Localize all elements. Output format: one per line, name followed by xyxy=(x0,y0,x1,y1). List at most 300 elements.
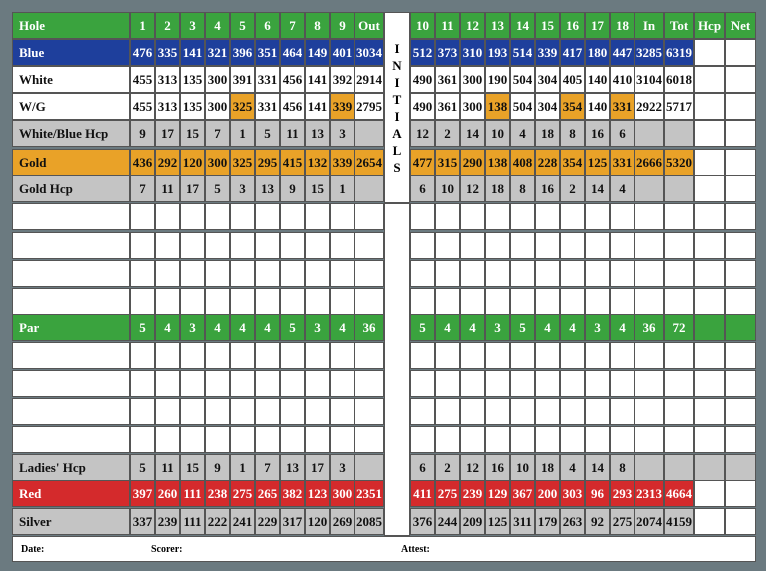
par-row-back-14: 5 xyxy=(510,314,535,341)
blank-row-6-hcp xyxy=(694,370,725,397)
blank-row-7-front-8 xyxy=(305,398,330,425)
blank-row-4-back-10 xyxy=(410,288,435,315)
blank-row-7-back-17 xyxy=(585,398,610,425)
blank-row-2-front-8 xyxy=(305,232,330,259)
header-hole-front-2: 2 xyxy=(155,12,180,39)
ladies-hcp-row-hcp xyxy=(694,454,725,481)
ladies-hcp-row-front-7: 13 xyxy=(280,454,305,481)
blank-row-1-back-18 xyxy=(610,203,635,230)
blank-row-5-back-17 xyxy=(585,342,610,369)
blank-row-3-back-14 xyxy=(510,260,535,287)
silver-row-front-6: 229 xyxy=(255,508,280,535)
blank-row-3-back-15 xyxy=(535,260,560,287)
silver-row-back-17: 92 xyxy=(585,508,610,535)
red-row-front-6: 265 xyxy=(255,480,280,507)
row-blue-net xyxy=(725,39,756,66)
blank-row-5-in xyxy=(634,342,664,369)
blank-row-1-front-6 xyxy=(255,203,280,230)
footer-date: Date: xyxy=(21,543,45,555)
row-blue-back-15: 339 xyxy=(535,39,560,66)
ladies-hcp-row-back-10: 6 xyxy=(410,454,435,481)
row-blue-back-14: 514 xyxy=(510,39,535,66)
silver-row-front-5: 241 xyxy=(230,508,255,535)
blank-row-2-back-11 xyxy=(435,232,460,259)
blank-row-5-front-1 xyxy=(130,342,155,369)
initials-column xyxy=(384,12,410,203)
row-wbhcp-back-13: 10 xyxy=(485,120,510,147)
row-wbhcp-back-11: 2 xyxy=(435,120,460,147)
header-hole-back-18: 18 xyxy=(610,12,635,39)
blank-row-3-front-7 xyxy=(280,260,305,287)
row-gold-in: 2666 xyxy=(634,149,664,176)
blank-row-8-front-9 xyxy=(330,426,355,453)
ladies-hcp-row-front-9: 3 xyxy=(330,454,355,481)
row-wbhcp-label: White/Blue Hcp xyxy=(12,120,130,147)
ladies-hcp-row-out xyxy=(354,454,384,481)
blank-row-7-front-1 xyxy=(130,398,155,425)
blank-row-1-front-4 xyxy=(205,203,230,230)
blank-row-2-front-2 xyxy=(155,232,180,259)
row-gold-net xyxy=(725,149,756,176)
ladies-hcp-row-net xyxy=(725,454,756,481)
blank-row-8-back-11 xyxy=(435,426,460,453)
blank-row-7-back-14 xyxy=(510,398,535,425)
blank-row-7-front-6 xyxy=(255,398,280,425)
row-wbhcp-net xyxy=(725,120,756,147)
row-wg-front-7: 456 xyxy=(280,93,305,120)
blank-row-6-back-16 xyxy=(560,370,585,397)
row-wbhcp-back-14: 4 xyxy=(510,120,535,147)
blank-row-3-out xyxy=(354,260,384,287)
footer-scorer: Scorer: xyxy=(151,543,183,555)
row-wg-back-11: 361 xyxy=(435,93,460,120)
par-row-front-2: 4 xyxy=(155,314,180,341)
row-goldhcp-out xyxy=(354,175,384,202)
row-goldhcp-front-1: 7 xyxy=(130,175,155,202)
blank-row-4-front-1 xyxy=(130,288,155,315)
red-row-hcp xyxy=(694,480,725,507)
initials-letter: I xyxy=(394,74,400,90)
silver-row-tot: 4159 xyxy=(664,508,694,535)
par-row-back-13: 3 xyxy=(485,314,510,341)
row-gold-front-4: 300 xyxy=(205,149,230,176)
row-goldhcp-front-7: 9 xyxy=(280,175,305,202)
silver-row-label: Silver xyxy=(12,508,130,535)
row-white-label: White xyxy=(12,66,130,93)
row-blue-out: 3034 xyxy=(354,39,384,66)
row-wg-back-13: 138 xyxy=(485,93,510,120)
blank-row-8-back-12 xyxy=(460,426,485,453)
blank-row-3-back-12 xyxy=(460,260,485,287)
blank-row-6-net xyxy=(725,370,756,397)
blank-row-3-back-17 xyxy=(585,260,610,287)
row-white-back-16: 405 xyxy=(560,66,585,93)
blank-row-8-back-10 xyxy=(410,426,435,453)
row-white-back-15: 304 xyxy=(535,66,560,93)
row-goldhcp-in xyxy=(634,175,664,202)
blank-row-1-back-14 xyxy=(510,203,535,230)
initials-blank xyxy=(384,203,410,536)
par-row-out: 36 xyxy=(354,314,384,341)
blank-row-4-front-6 xyxy=(255,288,280,315)
row-wg-net xyxy=(725,93,756,120)
blank-row-2-front-6 xyxy=(255,232,280,259)
blank-row-4-back-16 xyxy=(560,288,585,315)
blank-row-4-back-11 xyxy=(435,288,460,315)
blank-row-5-back-15 xyxy=(535,342,560,369)
row-goldhcp-hcp xyxy=(694,175,725,202)
silver-row-front-1: 337 xyxy=(130,508,155,535)
par-row-front-8: 3 xyxy=(305,314,330,341)
ladies-hcp-row-front-8: 17 xyxy=(305,454,330,481)
row-goldhcp-back-10: 6 xyxy=(410,175,435,202)
row-blue-front-6: 351 xyxy=(255,39,280,66)
red-row-back-14: 367 xyxy=(510,480,535,507)
blank-row-1-in xyxy=(634,203,664,230)
blank-row-6-front-7 xyxy=(280,370,305,397)
blank-row-4-back-17 xyxy=(585,288,610,315)
blank-row-7-front-4 xyxy=(205,398,230,425)
row-wg-front-4: 300 xyxy=(205,93,230,120)
blank-row-2-in xyxy=(634,232,664,259)
header-hole-in: In xyxy=(634,12,664,39)
blank-row-7-front-5 xyxy=(230,398,255,425)
blank-row-8-back-17 xyxy=(585,426,610,453)
header-hole-front-5: 5 xyxy=(230,12,255,39)
blank-row-4-tot xyxy=(664,288,694,315)
blank-row-5-front-5 xyxy=(230,342,255,369)
blank-row-7-tot xyxy=(664,398,694,425)
header-hole-back-16: 16 xyxy=(560,12,585,39)
blank-row-7-front-7 xyxy=(280,398,305,425)
blank-row-8-front-4 xyxy=(205,426,230,453)
red-row-front-4: 238 xyxy=(205,480,230,507)
row-wg-front-9: 339 xyxy=(330,93,355,120)
blank-row-8-tot xyxy=(664,426,694,453)
row-wbhcp-front-9: 3 xyxy=(330,120,355,147)
blank-row-3-front-4 xyxy=(205,260,230,287)
row-wg-front-8: 141 xyxy=(305,93,330,120)
row-gold-back-14: 408 xyxy=(510,149,535,176)
blank-row-8-front-2 xyxy=(155,426,180,453)
blank-row-2-net xyxy=(725,232,756,259)
blank-row-6-label xyxy=(12,370,130,397)
par-row-back-12: 4 xyxy=(460,314,485,341)
blank-row-3-in xyxy=(634,260,664,287)
row-wbhcp-front-6: 5 xyxy=(255,120,280,147)
blank-row-1-front-7 xyxy=(280,203,305,230)
blank-row-3-tot xyxy=(664,260,694,287)
blank-row-2-back-14 xyxy=(510,232,535,259)
blank-row-6-back-12 xyxy=(460,370,485,397)
par-row-back-16: 4 xyxy=(560,314,585,341)
blank-row-5-tot xyxy=(664,342,694,369)
par-row-front-1: 5 xyxy=(130,314,155,341)
par-row-back-18: 4 xyxy=(610,314,635,341)
blank-row-7-front-3 xyxy=(180,398,205,425)
row-gold-front-9: 339 xyxy=(330,149,355,176)
row-white-back-17: 140 xyxy=(585,66,610,93)
red-row-back-12: 239 xyxy=(460,480,485,507)
row-gold-out: 2654 xyxy=(354,149,384,176)
row-wg-back-17: 140 xyxy=(585,93,610,120)
ladies-hcp-row-back-16: 4 xyxy=(560,454,585,481)
row-wg-tot: 5717 xyxy=(664,93,694,120)
header-hole-back-15: 15 xyxy=(535,12,560,39)
initials-letter: I xyxy=(394,40,400,56)
blank-row-7-label xyxy=(12,398,130,425)
row-goldhcp-net xyxy=(725,175,756,202)
blank-row-3-front-3 xyxy=(180,260,205,287)
header-hole-front-7: 7 xyxy=(280,12,305,39)
initials-letter: L xyxy=(392,142,402,158)
blank-row-1-front-2 xyxy=(155,203,180,230)
blank-row-4-label xyxy=(12,288,130,315)
blank-row-2-label xyxy=(12,232,130,259)
blank-row-7-front-2 xyxy=(155,398,180,425)
header-hole-out: Out xyxy=(354,12,384,39)
row-goldhcp-front-9: 1 xyxy=(330,175,355,202)
row-blue-front-9: 401 xyxy=(330,39,355,66)
row-goldhcp-back-11: 10 xyxy=(435,175,460,202)
row-goldhcp-front-4: 5 xyxy=(205,175,230,202)
blank-row-7-back-16 xyxy=(560,398,585,425)
header-hole-hcp: Hcp xyxy=(694,12,725,39)
blank-row-1-net xyxy=(725,203,756,230)
par-row-in: 36 xyxy=(634,314,664,341)
ladies-hcp-row-in xyxy=(634,454,664,481)
blank-row-1-front-9 xyxy=(330,203,355,230)
row-white-front-8: 141 xyxy=(305,66,330,93)
red-row-front-3: 111 xyxy=(180,480,205,507)
row-goldhcp-front-2: 11 xyxy=(155,175,180,202)
initials-letter: T xyxy=(392,91,402,107)
blank-row-3-label xyxy=(12,260,130,287)
header-hole-front-3: 3 xyxy=(180,12,205,39)
blank-row-2-back-18 xyxy=(610,232,635,259)
row-wg-label: W/G xyxy=(12,93,130,120)
row-goldhcp-back-16: 2 xyxy=(560,175,585,202)
red-row-front-5: 275 xyxy=(230,480,255,507)
blank-row-7-net xyxy=(725,398,756,425)
row-blue-in: 3285 xyxy=(634,39,664,66)
blank-row-3-back-11 xyxy=(435,260,460,287)
row-gold-label: Gold xyxy=(12,149,130,176)
silver-row-front-8: 120 xyxy=(305,508,330,535)
silver-row-front-2: 239 xyxy=(155,508,180,535)
ladies-hcp-row-back-17: 14 xyxy=(585,454,610,481)
row-wbhcp-back-10: 12 xyxy=(410,120,435,147)
ladies-hcp-row-back-11: 2 xyxy=(435,454,460,481)
blank-row-2-front-1 xyxy=(130,232,155,259)
blank-row-2-back-13 xyxy=(485,232,510,259)
blank-row-3-front-8 xyxy=(305,260,330,287)
blank-row-1-front-3 xyxy=(180,203,205,230)
row-wg-in: 2922 xyxy=(634,93,664,120)
row-wg-front-3: 135 xyxy=(180,93,205,120)
silver-row-hcp xyxy=(694,508,725,535)
row-blue-back-12: 310 xyxy=(460,39,485,66)
red-row-back-18: 293 xyxy=(610,480,635,507)
red-row-back-17: 96 xyxy=(585,480,610,507)
header-hole-front-8: 8 xyxy=(305,12,330,39)
blank-row-2-back-16 xyxy=(560,232,585,259)
blank-row-3-back-10 xyxy=(410,260,435,287)
blank-row-2-hcp xyxy=(694,232,725,259)
par-row-front-3: 3 xyxy=(180,314,205,341)
blank-row-6-front-8 xyxy=(305,370,330,397)
blank-row-7-back-13 xyxy=(485,398,510,425)
blank-row-7-in xyxy=(634,398,664,425)
blank-row-2-out xyxy=(354,232,384,259)
blank-row-2-front-4 xyxy=(205,232,230,259)
silver-row-front-7: 317 xyxy=(280,508,305,535)
row-blue-front-8: 149 xyxy=(305,39,330,66)
blank-row-4-front-9 xyxy=(330,288,355,315)
blank-row-8-hcp xyxy=(694,426,725,453)
blank-row-5-hcp xyxy=(694,342,725,369)
ladies-hcp-row-back-12: 12 xyxy=(460,454,485,481)
row-wg-back-15: 304 xyxy=(535,93,560,120)
blank-row-4-in xyxy=(634,288,664,315)
blank-row-2-front-7 xyxy=(280,232,305,259)
row-blue-back-17: 180 xyxy=(585,39,610,66)
row-goldhcp-back-12: 12 xyxy=(460,175,485,202)
blank-row-7-back-18 xyxy=(610,398,635,425)
par-row-front-6: 4 xyxy=(255,314,280,341)
ladies-hcp-row-back-13: 16 xyxy=(485,454,510,481)
blank-row-1-hcp xyxy=(694,203,725,230)
blank-row-1-front-8 xyxy=(305,203,330,230)
row-wg-front-5: 325 xyxy=(230,93,255,120)
blank-row-2-back-17 xyxy=(585,232,610,259)
row-gold-hcp xyxy=(694,149,725,176)
header-hole-back-13: 13 xyxy=(485,12,510,39)
red-row-back-11: 275 xyxy=(435,480,460,507)
blank-row-1-tot xyxy=(664,203,694,230)
ladies-hcp-row-label: Ladies' Hcp xyxy=(12,454,130,481)
blank-row-6-back-17 xyxy=(585,370,610,397)
blank-row-5-label xyxy=(12,342,130,369)
row-gold-back-15: 228 xyxy=(535,149,560,176)
ladies-hcp-row-front-3: 15 xyxy=(180,454,205,481)
row-blue-front-3: 141 xyxy=(180,39,205,66)
red-row-front-8: 123 xyxy=(305,480,330,507)
blank-row-4-back-18 xyxy=(610,288,635,315)
blank-row-5-back-18 xyxy=(610,342,635,369)
row-goldhcp-back-13: 18 xyxy=(485,175,510,202)
blank-row-8-back-13 xyxy=(485,426,510,453)
par-row-front-7: 5 xyxy=(280,314,305,341)
blank-row-3-front-2 xyxy=(155,260,180,287)
blank-row-4-front-7 xyxy=(280,288,305,315)
blank-row-3-front-1 xyxy=(130,260,155,287)
silver-row-net xyxy=(725,508,756,535)
blank-row-3-back-16 xyxy=(560,260,585,287)
par-row-hcp xyxy=(694,314,725,341)
blank-row-6-front-5 xyxy=(230,370,255,397)
blank-row-2-front-9 xyxy=(330,232,355,259)
par-row-front-4: 4 xyxy=(205,314,230,341)
row-gold-back-12: 290 xyxy=(460,149,485,176)
row-gold-back-10: 477 xyxy=(410,149,435,176)
row-goldhcp-front-5: 3 xyxy=(230,175,255,202)
blank-row-4-front-8 xyxy=(305,288,330,315)
blank-row-6-front-3 xyxy=(180,370,205,397)
blank-row-7-front-9 xyxy=(330,398,355,425)
blank-row-5-out xyxy=(354,342,384,369)
silver-row-back-10: 376 xyxy=(410,508,435,535)
row-blue-back-10: 512 xyxy=(410,39,435,66)
ladies-hcp-row-front-2: 11 xyxy=(155,454,180,481)
blank-row-8-back-16 xyxy=(560,426,585,453)
blank-row-8-net xyxy=(725,426,756,453)
blank-row-6-back-10 xyxy=(410,370,435,397)
par-row-back-17: 3 xyxy=(585,314,610,341)
row-blue-front-7: 464 xyxy=(280,39,305,66)
initials-letter: A xyxy=(392,125,402,141)
blank-row-5-front-9 xyxy=(330,342,355,369)
blank-row-4-front-2 xyxy=(155,288,180,315)
blank-row-1-back-17 xyxy=(585,203,610,230)
row-goldhcp-front-8: 15 xyxy=(305,175,330,202)
silver-row-front-9: 269 xyxy=(330,508,355,535)
row-wg-front-1: 455 xyxy=(130,93,155,120)
silver-row-back-15: 179 xyxy=(535,508,560,535)
blank-row-6-back-13 xyxy=(485,370,510,397)
blank-row-5-back-10 xyxy=(410,342,435,369)
blank-row-4-back-13 xyxy=(485,288,510,315)
blank-row-6-back-15 xyxy=(535,370,560,397)
header-hole-tot: Tot xyxy=(664,12,694,39)
row-wg-back-10: 490 xyxy=(410,93,435,120)
blank-row-6-back-14 xyxy=(510,370,535,397)
header-hole-front-1: 1 xyxy=(130,12,155,39)
blank-row-8-front-3 xyxy=(180,426,205,453)
row-gold-back-13: 138 xyxy=(485,149,510,176)
row-wg-back-12: 300 xyxy=(460,93,485,120)
row-white-back-12: 300 xyxy=(460,66,485,93)
silver-row-back-13: 125 xyxy=(485,508,510,535)
blank-row-8-label xyxy=(12,426,130,453)
red-row-back-13: 129 xyxy=(485,480,510,507)
blank-row-7-out xyxy=(354,398,384,425)
row-white-back-18: 410 xyxy=(610,66,635,93)
row-blue-front-1: 476 xyxy=(130,39,155,66)
header-hole-label: Hole xyxy=(12,12,130,39)
row-goldhcp-back-14: 8 xyxy=(510,175,535,202)
blank-row-8-front-8 xyxy=(305,426,330,453)
row-blue-front-2: 335 xyxy=(155,39,180,66)
blank-row-2-back-15 xyxy=(535,232,560,259)
blank-row-8-out xyxy=(354,426,384,453)
blank-row-4-front-5 xyxy=(230,288,255,315)
par-row-tot: 72 xyxy=(664,314,694,341)
blank-row-2-front-3 xyxy=(180,232,205,259)
blank-row-5-back-16 xyxy=(560,342,585,369)
row-gold-back-17: 125 xyxy=(585,149,610,176)
header-hole-back-17: 17 xyxy=(585,12,610,39)
silver-row-front-4: 222 xyxy=(205,508,230,535)
blank-row-7-back-15 xyxy=(535,398,560,425)
blank-row-5-net xyxy=(725,342,756,369)
row-wg-back-14: 504 xyxy=(510,93,535,120)
blank-row-4-front-4 xyxy=(205,288,230,315)
row-wbhcp-back-12: 14 xyxy=(460,120,485,147)
row-wbhcp-front-3: 15 xyxy=(180,120,205,147)
blank-row-1-front-1 xyxy=(130,203,155,230)
red-row-front-7: 382 xyxy=(280,480,305,507)
